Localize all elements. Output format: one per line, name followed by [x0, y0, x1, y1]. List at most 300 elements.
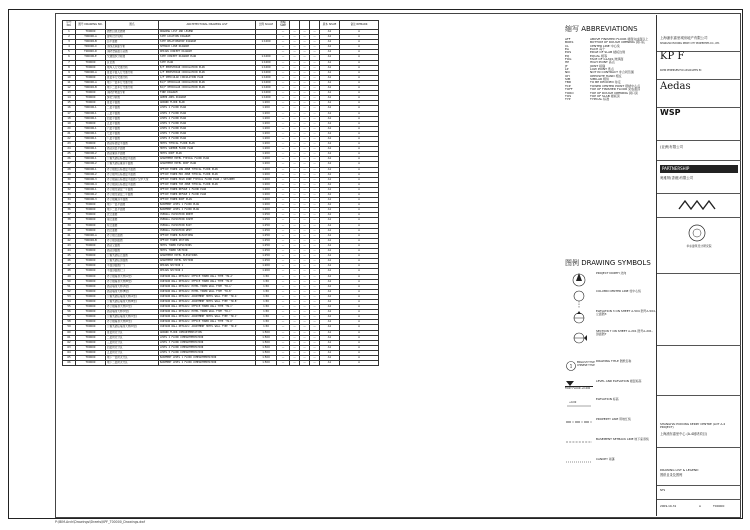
blank-cell: —: [300, 116, 310, 121]
wsp-logo: WSP: [660, 108, 681, 117]
consultant-logo-icon: [677, 199, 717, 211]
drawing-title-en: APARTMENT HOTEL SECTION: [159, 259, 256, 264]
issue: A: [340, 35, 379, 40]
blank-cell: —: [277, 121, 290, 126]
sheet-size: A1: [320, 279, 340, 284]
blank-cell: —: [277, 264, 290, 269]
issue: A: [340, 121, 379, 126]
symbol-elevation: [565, 398, 657, 410]
issue: A: [340, 361, 379, 366]
scale: 1:200: [256, 187, 277, 192]
drawing-title-en: OVERALL ELEVATION WEST: [159, 228, 256, 233]
drawing-title-en: SITE CONCEPT DIAGRAM PLAN: [159, 55, 256, 60]
blank-cell: —: [300, 345, 310, 350]
drawing-title-cn: 北立面图: [106, 213, 159, 218]
row-number: 17: [63, 111, 76, 116]
sheet-size: A1: [320, 40, 340, 45]
scale: 1:50: [256, 284, 277, 289]
blank-cell: —: [277, 172, 290, 177]
drawing-title-cn: 交通组织分析图: [106, 55, 159, 60]
row-number: 45: [63, 254, 76, 259]
blank-cell: —: [290, 305, 300, 310]
drawing-title-cn: 绿化分析图: [106, 96, 159, 101]
drawing-title-en: LEVEL 4 FLOOR COMPARTMENTATION: [159, 345, 256, 350]
header-scale: 比例 SCALE: [256, 21, 277, 30]
row-number: 58: [63, 320, 76, 325]
row-number: 12: [63, 86, 76, 91]
blank-cell: —: [300, 193, 310, 198]
row-number: 30: [63, 177, 76, 182]
sheet-size: A1: [320, 131, 340, 136]
scale: 1:50: [256, 274, 277, 279]
row-number: 56: [63, 310, 76, 315]
drawing-title-cn: 酒店墙身大样(B型): [106, 289, 159, 294]
issue: A: [340, 101, 379, 106]
row-number: 38: [63, 218, 76, 223]
blank-cell: —: [310, 70, 320, 75]
symbol-label: LEVEL AND ELEVATION 楼层标高: [596, 379, 642, 383]
drawing-title-en: DESIGN CONCEPT DIAGRAM: [159, 50, 256, 55]
architect-name: KOHN PEDERSEN FOX ASSOCIATES PC: [660, 69, 702, 72]
drawing-number: T00000-4: [76, 182, 106, 187]
blank-cell: —: [290, 111, 300, 116]
drawing-title-en: LEVEL 5 FLOOR PLAN: [159, 121, 256, 126]
blank-cell: —: [310, 330, 320, 335]
row-number: 51: [63, 284, 76, 289]
drawing-title-cn: 公寓式酒店屋顶平面图: [106, 162, 159, 167]
blank-cell: —: [310, 279, 320, 284]
sheet-size: A1: [320, 345, 340, 350]
sheet-size: A1: [320, 147, 340, 152]
row-number: 59: [63, 325, 76, 330]
drawing-title-en: G/F PEDESTRIAN CIRCULATION PLAN: [159, 70, 256, 75]
blank-cell: —: [277, 274, 290, 279]
issue: A: [340, 228, 379, 233]
drawing-title-en: BASEMENT LEVEL 2 FLOOR PLAN: [159, 208, 256, 213]
drawing-title-en: LEVEL 2 FLOOR PLAN: [159, 106, 256, 111]
abbreviation-meaning: TOP OF FINISHED FLOOR 完成面顶: [590, 87, 641, 92]
drawing-number: T00000: [76, 218, 106, 223]
blank-cell: —: [310, 274, 320, 279]
blank-cell: —: [300, 330, 310, 335]
abbreviation-key: EOS: [565, 50, 572, 55]
issue: A: [340, 315, 379, 320]
drawing-title-cn: 地下二层平面图: [106, 208, 159, 213]
row-number: 9: [63, 70, 76, 75]
blank-cell: —: [277, 218, 290, 223]
drawing-title-cn: 酒店墙身大样(C型): [106, 310, 159, 315]
blank-cell: —: [277, 91, 290, 96]
drawing-title-cn: 办公楼墙身大样(A型): [106, 274, 159, 279]
drawing-title-cn: 酒店屋顶平面图: [106, 152, 159, 157]
abbreviation-meaning: BOTTOM OF ROUGH OPENING 洞口底: [590, 40, 645, 45]
blank-cell: —: [300, 91, 310, 96]
blank-cell: —: [310, 91, 320, 96]
abbreviation-meaning: TOP OF ROUGH OPENING 洞口顶: [590, 90, 638, 95]
abbreviation-meaning: HIGH POINT 高点: [590, 60, 615, 65]
scale: 1:250: [256, 238, 277, 243]
drawing-title-en: OVERALL ELEVATION NORTH: [159, 213, 256, 218]
issue: A: [340, 238, 379, 243]
blank-cell: —: [277, 50, 290, 55]
blank-cell: —: [277, 35, 290, 40]
scale: 1:200: [256, 121, 277, 126]
blank-cell: —: [300, 218, 310, 223]
scale: 1:200: [256, 269, 277, 274]
issue: A: [340, 356, 379, 361]
drawing-title-cn: 办公楼顶区标准层平面图: [106, 182, 159, 187]
blank-cell: —: [310, 305, 320, 310]
scale: 1:1000: [256, 80, 277, 85]
sheet-size: A1: [320, 259, 340, 264]
sheet-size: A1: [320, 284, 340, 289]
drawing-title-cn: 首层防火分区: [106, 330, 159, 335]
scale: 1:50: [256, 305, 277, 310]
blank-cell: —: [300, 243, 310, 248]
scale: 1:50: [256, 325, 277, 330]
blank-cell: —: [310, 284, 320, 289]
header-issue: 版本 ISSUE: [320, 21, 340, 30]
drawing-title-cn: 三层平面图: [106, 111, 159, 116]
row-number: 41: [63, 233, 76, 238]
row-number: 47: [63, 264, 76, 269]
abbreviation-key: BORS: [565, 40, 574, 45]
blank-cell: —: [277, 106, 290, 111]
drawing-number: T00000-A: [76, 35, 106, 40]
blank-cell: —: [300, 274, 310, 279]
scale: 1:200: [256, 208, 277, 213]
row-number: 14: [63, 96, 76, 101]
blank-cell: —: [300, 269, 310, 274]
scale: 1:1000: [256, 91, 277, 96]
table-row: [63, 315, 379, 320]
blank-cell: —: [277, 335, 290, 340]
drawing-title-en: G/F VEHICULAR CIRCULATION PLAN: [159, 75, 256, 80]
sheet-size: A1: [320, 35, 340, 40]
blank-cell: —: [310, 208, 320, 213]
title-block: [656, 15, 741, 516]
institute-name: 华东建筑设计研究院: [686, 244, 712, 248]
drawing-title-en: HOTEL TOWER SECTION: [159, 249, 256, 254]
blank-cell: —: [300, 310, 310, 315]
blank-cell: —: [290, 101, 300, 106]
drawing-number: T00000: [76, 315, 106, 320]
row-number: 35: [63, 203, 76, 208]
north-arrow-icon: [565, 272, 593, 288]
blank-cell: —: [290, 279, 300, 284]
issue: A: [340, 330, 379, 335]
drawing-title-en: GROUND FLOOR COMPARTMENTATION: [159, 330, 256, 335]
drawing-title-en: CURTAIN WALL DETAILS: OFFICE TOWER WALL TYPE 'TW-D': [159, 320, 256, 325]
drawing-number: T00000-1: [76, 147, 106, 152]
blank-cell: —: [277, 305, 290, 310]
drawing-number: T00000: [76, 350, 106, 355]
scale: 1:200: [256, 116, 277, 121]
issue: A: [340, 131, 379, 136]
drawing-title-cn: 办公楼低区标准层平面图: [106, 167, 159, 172]
blank-cell: —: [277, 208, 290, 213]
drawing-title-en: SITE RELATIONSHIP DIAGRAM: [159, 40, 256, 45]
drawing-number: T00000-1: [76, 111, 106, 116]
drawing-number: T00000: [76, 203, 106, 208]
blank-cell: —: [310, 30, 320, 35]
drawing-number: T00000: [76, 213, 106, 218]
blank-cell: —: [277, 157, 290, 162]
row-number: 65: [63, 356, 76, 361]
blank-cell: —: [310, 193, 320, 198]
blank-cell: —: [277, 147, 290, 152]
abbreviation-key: TCP: [565, 83, 571, 88]
drawing-title-cn: 公寓式酒店墙身大样(D型): [106, 325, 159, 330]
blank-cell: —: [300, 126, 310, 131]
sheet-size: A1: [320, 264, 340, 269]
blank-cell: —: [277, 182, 290, 187]
drawing-number: T00000-B: [76, 40, 106, 45]
drawing-title-cn: 公寓式酒店墙身大样(B型): [106, 299, 159, 304]
drawing-number: T00000: [76, 60, 106, 65]
drawing-title-en: CURTAIN WALL DETAILS: OFFICE TOWER WALL TYPE 'TW-C': [159, 305, 256, 310]
blank-cell: —: [310, 162, 320, 167]
blank-cell: —: [277, 40, 290, 45]
symbol-label: CANOPY 雨篷: [596, 457, 615, 461]
row-number: 11: [63, 80, 76, 85]
row-number: 18: [63, 116, 76, 121]
drawing-title-cn: 公寓式酒店立面图: [106, 254, 159, 259]
drawing-title-en: LEVEL 3 FLOOR PLAN: [159, 111, 256, 116]
issue: A: [340, 208, 379, 213]
drawing-title-en: CURTAIN WALL DETAILS: OFFICE TOWER WALL TYPE 'TW-A': [159, 274, 256, 279]
blank-cell: —: [290, 315, 300, 320]
blank-cell: —: [310, 50, 320, 55]
row-number: 37: [63, 213, 76, 218]
drawing-number: T00000: [76, 208, 106, 213]
drawing-title-en: APARTMENT HOTEL ELEVATIONS: [159, 254, 256, 259]
blank-cell: —: [290, 167, 300, 172]
drawing-number: T00000: [76, 121, 106, 126]
revision: A: [699, 504, 701, 508]
scale: 1:200: [256, 157, 277, 162]
drawing-title-cn: 图纸目录及图例: [106, 30, 159, 35]
drawing-title-en: LEVEL 5 FLOOR COMPARTMENTATION: [159, 350, 256, 355]
sheet-size: A1: [320, 340, 340, 345]
blank-cell: —: [300, 45, 310, 50]
blank-cell: —: [310, 320, 320, 325]
drawing-title-en: OFFICE TOWER MID ZONE TYPICAL FLOOR PLAN: [159, 172, 256, 177]
blank-cell: —: [290, 91, 300, 96]
issue: A: [340, 86, 379, 91]
blank-cell: —: [290, 50, 300, 55]
abbreviation-key: SIM: [565, 77, 571, 82]
aedas-logo: Aedas: [660, 81, 691, 92]
row-number: 19: [63, 121, 76, 126]
drawing-title-cn: 消防扑救面分析: [106, 91, 159, 96]
header-title: 图名: [106, 21, 159, 30]
drawing-title-en: OVERALL ELEVATION EAST: [159, 223, 256, 228]
blank-cell: —: [300, 356, 310, 361]
issue: A: [340, 70, 379, 75]
drawing-number: T00000: [76, 75, 106, 80]
blank-cell: —: [290, 340, 300, 345]
sheet-size: A1: [320, 335, 340, 340]
blank-cell: —: [300, 228, 310, 233]
scale: 1:500: [256, 330, 277, 335]
scale: 1:200: [256, 172, 277, 177]
scale: 1:200: [256, 167, 277, 172]
drawing-title-cn: 办公楼屋顶平面图: [106, 198, 159, 203]
issue: A: [340, 274, 379, 279]
abbreviation-key: TYP: [565, 97, 571, 102]
row-number: 61: [63, 335, 76, 340]
blank-cell: —: [290, 238, 300, 243]
issue: A: [340, 320, 379, 325]
title-cn-sample: CHINESE TITLE: [577, 363, 595, 367]
drawing-title-en: CURTAIN WALL DETAILS: APARTMENT HOTEL WALL TYPE 'TW-B': [159, 299, 256, 304]
scale: 1:250: [256, 223, 277, 228]
blank-cell: —: [300, 75, 310, 80]
blank-cell: —: [310, 157, 320, 162]
scale: 1:1000: [256, 86, 277, 91]
blank-cell: —: [310, 223, 320, 228]
scale: 1:1000: [256, 96, 277, 101]
drawing-number: T00000: [76, 345, 106, 350]
blank-cell: —: [290, 142, 300, 147]
blank-cell: —: [300, 142, 310, 147]
sheet-size: A1: [320, 70, 340, 75]
blank-cell: —: [310, 356, 320, 361]
blank-cell: —: [310, 340, 320, 345]
sheet-size: A1: [320, 50, 340, 55]
drawing-title-cn: 七层平面图: [106, 131, 159, 136]
drawing-title-cn: 酒店立面图: [106, 243, 159, 248]
sheet-size: A1: [320, 330, 340, 335]
elevation-tag: +0.00: [569, 401, 577, 404]
blank-cell: —: [300, 259, 310, 264]
row-number: 27: [63, 162, 76, 167]
blank-cell: —: [277, 279, 290, 284]
blank-cell: —: [310, 269, 320, 274]
issue: A: [340, 269, 379, 274]
partnership-banner: PARTNERSHIP: [660, 165, 738, 173]
abbreviation-meaning: SIMILAR 相似: [590, 77, 610, 82]
drawing-title-en: HOTEL TYPICAL FLOOR PLAN: [159, 142, 256, 147]
sheet-size: A1: [320, 305, 340, 310]
svg-text:1: 1: [569, 363, 573, 369]
issue: A: [340, 223, 379, 228]
drawing-title-cn: 南立面图: [106, 218, 159, 223]
drawing-title-en: BASEMENT LEVEL 1 FLOOR COMPARTMENTATION: [159, 356, 256, 361]
symbol-property-line: [565, 418, 657, 430]
table-row: [63, 325, 379, 330]
drawing-number: T00000: [76, 284, 106, 289]
drawing-title-en: OFFICE TOWER REFUGE 1 FLOOR PLAN: [159, 187, 256, 192]
issue: A: [340, 182, 379, 187]
blank-cell: —: [290, 218, 300, 223]
abbreviation-key: OH: [565, 73, 570, 78]
blank-cell: —: [310, 325, 320, 330]
blank-cell: —: [290, 157, 300, 162]
symbol-drawing-title: [565, 360, 657, 376]
scale: 1:200: [256, 198, 277, 203]
drawing-number: T00000: [76, 274, 106, 279]
drawing-title-cn: 五层平面图: [106, 121, 159, 126]
blank-cell: —: [310, 55, 320, 60]
drawing-title-en: B1/F VEHICULAR CIRCULATION PLAN: [159, 80, 256, 85]
symbol-column-center: [565, 290, 657, 308]
issue: A: [340, 136, 379, 141]
issue: A: [340, 325, 379, 330]
drawing-number: T00000-B: [76, 86, 106, 91]
blank-cell: —: [277, 330, 290, 335]
drawing-number: T00000: [76, 264, 106, 269]
abbreviation-key: FOG: [565, 57, 572, 62]
drawing-title-cn: 办公楼墙身大样(C型): [106, 305, 159, 310]
drawing-title-en: LEVEL 6 FLOOR PLAN: [159, 126, 256, 131]
sheet-size: A1: [320, 249, 340, 254]
sheet-size: A1: [320, 208, 340, 213]
blank-cell: —: [290, 75, 300, 80]
row-number: 39: [63, 223, 76, 228]
sheet-size: A1: [320, 45, 340, 50]
blank-cell: —: [290, 259, 300, 264]
blank-cell: —: [290, 294, 300, 299]
issue: A: [340, 75, 379, 80]
blank-cell: —: [277, 269, 290, 274]
abbreviation-meaning: OPPOSITE HAND 相反: [590, 73, 622, 78]
drawing-title-cn: 酒店顶层平面图: [106, 147, 159, 152]
sheet-size: A1: [320, 218, 340, 223]
blank-cell: —: [300, 223, 310, 228]
blank-cell: —: [300, 208, 310, 213]
sheet-size: A1: [320, 182, 340, 187]
blank-cell: —: [310, 228, 320, 233]
sheet-size: A1: [320, 121, 340, 126]
drawing-title-cn: 地库人行交通分析: [106, 65, 159, 70]
drawing-number: T00000-3: [76, 198, 106, 203]
abbreviations-title: 缩写 ABBREVIATIONS: [565, 25, 638, 33]
issue: A: [340, 294, 379, 299]
drawing-title-en: B/F PEDESTRIAN CIRCULATION PLAN: [159, 65, 256, 70]
blank-cell: —: [310, 259, 320, 264]
blank-cell: —: [277, 152, 290, 157]
symbols-title: 图例 DRAWING SYMBOLS: [565, 259, 651, 267]
drawing-title-cn: 平面剖面图(一): [106, 264, 159, 269]
drawing-number: T00000-D: [76, 50, 106, 55]
scale: 1:250: [256, 233, 277, 238]
scale: 1:50: [256, 289, 277, 294]
blank-cell: —: [300, 177, 310, 182]
drawing-title-en: SETBACK LINE DIAGRAM: [159, 45, 256, 50]
table-row: [63, 289, 379, 294]
blank-cell: —: [290, 96, 300, 101]
blank-cell: —: [277, 55, 290, 60]
blank-cell: —: [310, 96, 320, 101]
sheet-size: A1: [320, 91, 340, 96]
blank-cell: —: [277, 116, 290, 121]
issue: A: [340, 335, 379, 340]
blank-cell: —: [290, 254, 300, 259]
drawing-number: T00000: [76, 269, 106, 274]
blank-cell: —: [290, 55, 300, 60]
blank-cell: —: [277, 101, 290, 106]
blank-cell: —: [310, 131, 320, 136]
drawing-title-cn: 五层防火分区: [106, 350, 159, 355]
issue: A: [340, 157, 379, 162]
issue: A: [340, 193, 379, 198]
blank-cell: —: [300, 111, 310, 116]
drawing-title-en: CURTAIN WALL DETAILS: HOTEL TOWER WALL TYPE 'TW-C': [159, 310, 256, 315]
client-name-cn: 上海浦东嘉里城房地产有限公司: [660, 36, 708, 40]
issue: A: [340, 152, 379, 157]
